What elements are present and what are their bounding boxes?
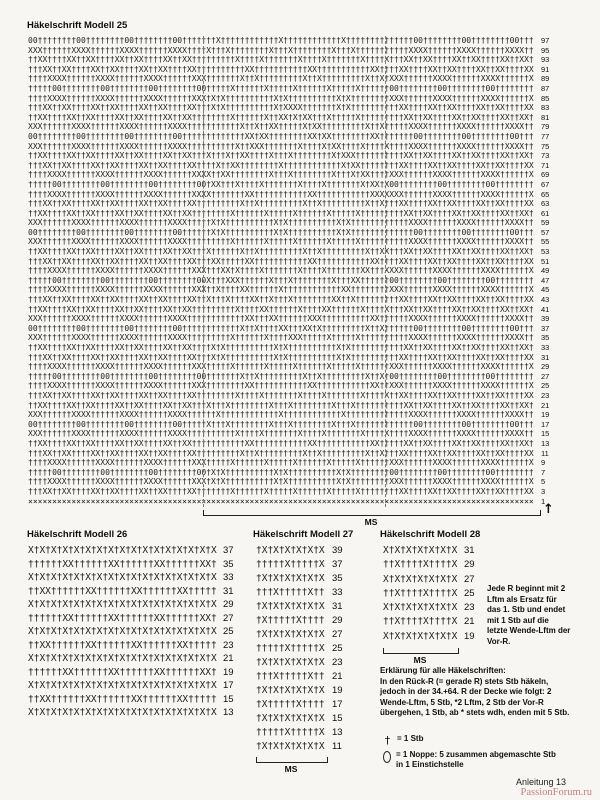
ms-label-28: MS <box>413 655 427 665</box>
chart-row: †X†X†X†X†X†X <box>256 601 325 612</box>
chart-row: 00††††††††00††††††††00††††††††00†††††X†††X††††††††X†††X††††††††X†††X††††††††††††00††††††††00††††††††00††† <box>28 419 534 429</box>
row-start-note: Jede R beginnt mit 2 Lftm als Ersatz für das 1. Stb und endet mit 1 Stb auf die letzte Wende-Lftm der Vor-R. <box>487 584 571 646</box>
ms-label-25: MS <box>364 517 378 527</box>
row-number: 25 <box>464 587 475 599</box>
row-number: 7 <box>541 467 546 477</box>
chart-row: †††XX††XX††††XX††XX††††XX††XX††††XX†††††††X††††††X†††††X††††††X†††††X††††††††XX††††XX††XX††††XX††XX††††XX <box>28 486 534 496</box>
crochet-chart-grid-26 <box>28 544 218 720</box>
row-number: 71 <box>541 160 550 170</box>
row-number: 21 <box>464 616 475 628</box>
row-number: 35 <box>332 573 343 584</box>
row-number: 43 <box>541 295 550 305</box>
ms-bracket-28 <box>383 648 459 654</box>
chart-title-modell-25: Häkelschrift Modell 25 <box>27 20 128 31</box>
chart-row: 00††††††††00††††††††00††††††††00††††††X†X††††††††††X†X††††††††††X†X†††††††††††††00††††††††00††††††††00††† <box>28 227 534 237</box>
row-number: 19 <box>541 410 550 420</box>
start-arrow-icon: ↑ <box>543 502 554 517</box>
chart-row: †X†X†X†X†X†X <box>256 741 325 752</box>
row-number: 13 <box>223 707 234 718</box>
row-number: 17 <box>223 680 234 691</box>
chart-row: 00††††††††00††††††††00††††††††00†††††††X††††††††††††X††††††††††††X††††††††††††††00††††††††00††††††††00††† <box>28 36 534 45</box>
row-number: 31 <box>541 352 550 362</box>
chart-row: †††XX††XX††††XX††XX††††XX††XX††††XX†††††††††X††X†††††††††X††X†††††††††X††X†††XX††††XX††XX††††XX††XX††††XX <box>28 448 534 458</box>
chart-row: ††XX††††XX††XX††††XX††XX††††XX††XX††††††††X††††††X†††††X††††††X†††††X†††††††††XX††XX††††XX††XX††††XX††XX† <box>28 208 534 218</box>
chart-title-modell-26: Häkelschrift Modell 26 <box>27 529 128 540</box>
row-number: 41 <box>541 304 550 314</box>
row-number: 87 <box>541 83 550 93</box>
row-number: 93 <box>541 55 550 65</box>
chart-row: X†X†X†X†X†X†X†X†X†X†X†X†X†X†X†X†X <box>28 707 217 718</box>
chart-row: †X†X†X†X†X†X <box>256 685 325 696</box>
row-number: 11 <box>541 448 549 458</box>
row-number: 29 <box>464 559 475 571</box>
chart-row: X†X†X†X†X†X†X†X†X†X†X†X†X†X†X†X†X <box>28 545 217 556</box>
chart-row: †††X†††††X†† <box>256 587 325 598</box>
row-number: 45 <box>541 285 550 295</box>
chart-row: ††XX††††XX††XX††††XX††XX††††XX††XX†††††††††X††††X†††††††X††††X†††††††X††††X†††XX††XX††††XX††XX††††XX††XX† <box>28 55 534 65</box>
chart-row: XXX††††††XXXX††††††XXXX††††††XXXX††††††††††X††XXX†††††††X††††X†XX††††X††††X††††XXXX††††††XXXX††††††XXXX†† <box>28 141 534 151</box>
chart-row: 00††††††††00††††††††00††††††††00††††††††††††X††X††††XX†††XX†X†††††††††X††X††††††00††††††††00††††††††00††† <box>28 323 534 333</box>
row-number: 15 <box>541 429 550 439</box>
chart-row: ††X††††X††††X <box>383 559 458 571</box>
chart-row: †††XX††XX††††XX††XX††††XX††XX††††XX††††X††XX††††††††X††††††††††††X†XX††††††††XX††††XX††XX††††XX††XX††††XX <box>28 160 534 170</box>
row-number: 29 <box>541 362 550 372</box>
row-number: 31 <box>332 601 343 612</box>
row-number: 21 <box>223 653 234 664</box>
row-number: 85 <box>541 93 550 103</box>
chart-row: †††††X†††††X <box>256 559 325 570</box>
chart-row: XXX††††††XXXX††††††XXXX††††††XXXX††††X†††X††††††††X†††X††††††††X†††X†††††††††††XXXX††††††XXXX††††††XXXX†† <box>28 45 534 55</box>
chart-row: †††††00††††††††00††††††††00††††††††00X†††XXX††††††X†††X††††††††X†††XX††††††00††††††††00††††††††00†††††††† <box>28 275 534 285</box>
row-number: 49 <box>541 266 550 276</box>
explanation-body: In den Rück-R (= gerade R) stets Stb häkeln, jedoch in der 34.+64. R der Decke wie folgt: 2 Wende-Lftm, 5 Stb, *2 Lftm, 2 Stb der Vor-R übergehen, 1 Stb, ab * stets wdh, enden mit 5 Stb. <box>380 677 570 717</box>
row-number: 25 <box>541 381 550 391</box>
chart-row: ††††XXXX††††††XXXX††††††XXXX††††††XXX†††XX†X††††X†††††††X††††X†††††††XX†††XXXX††††††XXXX††††††XXXX††††††X <box>28 266 534 276</box>
chart-row: †X†X†X†X†X†X <box>256 657 325 668</box>
row-number: 69 <box>541 170 550 180</box>
row-number: 27 <box>541 371 550 381</box>
row-number: 33 <box>541 343 550 352</box>
row-number: 31 <box>223 585 234 597</box>
legend-label: = 1 Noppe: 5 zusammen abgemaschte Stb in 1 Einstichstelle <box>396 750 556 769</box>
row-numbers-28 <box>464 544 484 644</box>
row-number: 47 <box>541 275 550 285</box>
row-number: 29 <box>332 615 343 626</box>
row-number: 13 <box>332 727 343 738</box>
chart-row: XXX††††††XXXX††††††XXXX††††††XXXX††††††††††††XX†††XX††††††XXX††††††††††XX††††††XXXX††††††XXXX††††††XXXX†† <box>28 314 534 324</box>
chart-row: XXX††††††XXXX††††††XXXX††††††XXXX†††††X†X††††††††††X†X††††††††††X†X††††††††††††XXXX††††††XXXX††††††XXXX†† <box>28 218 534 228</box>
row-number: 33 <box>332 587 343 598</box>
crochet-chart-modell-28 <box>380 529 484 679</box>
chart-row: ††XX††††††XX††††††XX††††††XX††††† <box>28 585 217 597</box>
row-number: 53 <box>541 247 550 257</box>
chart-row: X†X†X†X†X†X†X†X†X†X†X†X†X†X†X†X†X <box>28 599 217 610</box>
chart-row: ††XX††††XX††XX††††XX††XX††††XX††XX††††††††X††††††X††XX†X†XX†††X†††††X†††††††††XX††XX††††XX††XX††††XX††XX† <box>28 112 534 122</box>
chart-row: †††††X†††††X <box>256 643 325 654</box>
chart-row: †X†X†X†X†X†X <box>256 545 325 556</box>
watermark: PassionForum.ru <box>520 787 592 798</box>
row-number: 5 <box>541 477 546 487</box>
chart-row: ††XX††††††XX††††††XX††††††XX††††† <box>28 639 217 651</box>
ms-bracket-27 <box>256 757 328 763</box>
chart-row: ††††XXXX††††††XXXX††††††XXXX††††††XXXX††XX††††††††X†††X††††††††X†††X†XX††††XXX††††††XXXX††††††XXXX††††††X <box>28 170 534 180</box>
chart-row: ††XX††††XX††XX††††XX††XX††††XX††XX†††††††††††XX†††††††††††XX†††††††††††XX†††††XX††XX††††XX††XX††††XX††XX† <box>28 438 534 448</box>
legend-item-stb <box>383 734 565 747</box>
row-number: 27 <box>332 629 343 640</box>
row-number: 35 <box>541 333 550 343</box>
row-number: 27 <box>223 612 234 624</box>
chart-row: ††XX††††XX††XX††††XX††XX††††XX††XX†††X†††X††††††††X†††X††††††††X†††X††††††††††XX††XX††††XX††XX††††XX††XX† <box>28 400 534 410</box>
row-number: 17 <box>332 699 343 710</box>
row-number: 27 <box>464 573 475 585</box>
row-number: 23 <box>541 390 550 400</box>
stb-symbol-icon: † <box>384 734 391 747</box>
row-number: 39 <box>332 545 343 556</box>
row-number: 9 <box>541 458 546 468</box>
chart-row: †††XX††XX††††XX††XX††††XX††XX††††XX†††††††††X††X†††††††††X††X†††††††††X††X†††XX††††XX††XX††††XX††XX††††XX <box>28 199 534 209</box>
chart-row: X†X†X†X†X†X†X†X†X†X†X†X†X†X†X†X†X <box>28 626 217 637</box>
chart-row: XXX††††††XXXX††††††XXXX††††††XXXX†††††††††X††††††X†††††X††††††X†††††X††††††††††XXXX††††††XXXX††††††XXXX†† <box>28 237 534 247</box>
row-number: 19 <box>223 666 234 678</box>
chart-title-modell-27: Häkelschrift Modell 27 <box>253 529 354 540</box>
chart-row: ††††XXXX††††††XXXX††††††XXXX††††††XXX††X††††XX††††††X††††††††††††XX††††††††XXX††††††XXXX††††††XXXX††††††X <box>28 285 534 295</box>
chart-row: ††††XXXX††††††XXXX††††††XXXX††††††XXX††††††††XX†††††††††††XX†††††††††††XX††XXX††††††XXXX††††††XXXX††††††X <box>28 381 534 391</box>
row-number: 67 <box>541 179 550 189</box>
chart-row: †††††00††††††††00††††††††00††††††††00†XX†††X††††X†††††††X††††X†††††††X†XX†X00††††††††00††††††††00†††††††† <box>28 179 534 189</box>
row-number: 29 <box>223 599 234 610</box>
row-number: 77 <box>541 131 550 141</box>
chart-row: ††††††XX††††††XX††††††XX††††††XX† <box>28 612 217 624</box>
chart-row: ††††††XX††††††XX††††††XX††††††XX† <box>28 666 217 678</box>
chart-title-modell-28: Häkelschrift Modell 28 <box>380 529 481 540</box>
row-numbers-27 <box>332 544 356 754</box>
row-number: 15 <box>223 693 234 705</box>
chart-row: ††††XXXX††††††XXXX††††††XXXX††††††XXX†††††X††††††X†††††X††††††X†††††X††††††XXX††††††XXXX††††††XXXX††††††X <box>28 362 534 372</box>
chart-row: †X†††††X†††† <box>256 699 325 710</box>
chart-row: ††X††††X††††X <box>383 616 458 628</box>
row-numbers-26 <box>223 544 247 720</box>
chart-row: †††XX††XX††††XX††XX††††XX††XX††††XX†††X†X††††††††††X†XXXX†††††††X†X††††††††††XX††††XX††XX††††XX††XX††††XX <box>28 103 534 113</box>
row-number: 19 <box>464 630 475 642</box>
chart-row: ††††XXXX††††††XXXX††††††XXXX††††††XXX†X†X††††††††††X†X††††††††††X†X††††††††XXX††††††XXXX††††††XXXX††††††X <box>28 93 534 103</box>
chart-row: †††XX††XX††††XX††XX††††XX††XX††††XX††X†††X††††XX††X†††X††††††††XX††X†††††††††XX††††XX††XX††††XX††XX††††XX <box>28 295 534 305</box>
row-number: 21 <box>541 400 550 410</box>
pattern-repeat-separator <box>385 36 386 507</box>
row-number: 37 <box>541 323 550 333</box>
chart-row: †††XX††XX††††XX††XX††††XX††XX††††XX††††††††††XX†††††††††††XX†††††††††††XX††††XX††††XX††XX††††XX††XX††††XX <box>28 64 534 74</box>
row-number: 65 <box>541 189 550 199</box>
row-number: 15 <box>332 713 343 724</box>
chart-row: ††XX††††XX††XX††††XX††XX††††XX††XX††††X†X††††††††††X†X††††††††††X†X†††††††††††XX††XX††††XX††XX††††XX††XX† <box>28 343 534 352</box>
ms-label-27: MS <box>284 764 298 774</box>
chart-row: ††X††††X††††X <box>383 587 458 599</box>
chart-row: ××××××××××××××××××××××××××××××××××××××××××××××××××××××××××××××××××××××××××××××××××××××××××××××××××××××××× <box>28 496 534 506</box>
chart-row: †X†X†X†X†X†X <box>256 629 325 640</box>
chart-row: †X†††††X†††† <box>256 615 325 626</box>
row-number: 33 <box>223 572 234 583</box>
row-number: 23 <box>223 639 234 651</box>
crochet-chart-modell-27 <box>253 529 365 779</box>
chart-row: X†X†X†X†X†X†X†X†X†X†X†X†X†X†X†X†X <box>28 653 217 664</box>
crochet-chart-modell-26 <box>27 529 249 729</box>
crochet-chart-grid-27 <box>256 544 328 754</box>
chart-row: †X†X†X†X†X†X <box>256 713 325 724</box>
chart-row: †††X†††††X†† <box>256 671 325 682</box>
chart-row: ††††XXXX††††††XXXX††††††XXXX††††††XXX†X†X††††††††††X†X††††††††††X†X††††††††XXX††††††XXXX††††††XXXX††††††X <box>28 477 534 487</box>
chart-row: XXX††††††XXXX††††††XXXX††††††XXXX†††††††††X††††††X††††XXX†††††X†††††X††††††††††XXXX††††††XXXX††††††XXXX†† <box>28 333 534 343</box>
chart-row: †††††00††††††††00††††††††00††††††††00†X†X††††††††††X†X††††††††††X†X††††††††00††††††††00††††††††00†††††††† <box>28 467 534 477</box>
row-number: 23 <box>464 602 475 614</box>
row-number: 13 <box>541 438 550 448</box>
chart-row: X†X†X†X†X†X†X <box>383 630 458 642</box>
chart-row: †††††X†††††X <box>256 727 325 738</box>
chart-row: ††XX††††XX††XX††††XX††XX††††XX††XX†††X††††††X††X†††††††††X††X†††††††††X††XX†††XX††XX††††XX††XX††††XX††XX† <box>28 247 534 257</box>
row-number: 3 <box>541 486 546 496</box>
noppe-symbol-icon <box>383 751 391 763</box>
row-number: 35 <box>223 558 234 570</box>
legend-label: = 1 Stb <box>397 734 424 743</box>
row-numbers-25 <box>541 36 567 506</box>
row-number: 1 <box>541 496 546 506</box>
chart-row: ††††XXXX††††††XXXX††††††XXXX††††††XXX†††††††X††X†††††††††X††X†††††††††X††X†XXX††††††XXXX††††††XXXX††††††X <box>28 74 534 84</box>
chart-row: XXX††††††XXXX††††††XXXX††††††XXXX††††††X††††††††††††X††††††††††††X†††††††††††††XXXX††††††XXXX††††††XXXX†† <box>28 410 534 420</box>
row-number: 23 <box>332 657 343 668</box>
chart-row: X†X†X†X†X†X†X <box>383 545 458 556</box>
row-number: 81 <box>541 112 550 122</box>
chart-row: ††††XXXX††††††XXXX††††††XXXX††††††XXX†††††X††††††X†††††X††††††X†††††X††††††XXX††††††XXXX††††††XXXX††††††X <box>28 458 534 468</box>
legend <box>383 734 565 773</box>
row-number: 59 <box>541 218 550 228</box>
row-number: 73 <box>541 151 550 161</box>
chart-row: XXX††††††XXXX††††††XXXX††††††XXXX†††††††††††X††X††XX†††††X†XX†††††††††X††X†††††XXXX††††††XXXX††††††XXXX†† <box>28 122 534 132</box>
chart-row: ††XX††††XX††XX††††XX††XX††††XX††XX†††††††††X††††XX††††††X††††XX††††††X††††X†††XX††XX††††XX††XX††††XX††XX† <box>28 304 534 314</box>
chart-row: X†X†X†X†X†X†X†X†X†X†X†X†X†X†X†X†X <box>28 572 217 583</box>
chart-row: †††XX††XX††††XX††XX††††XX††XX††††XX†††X†X††††††††††X†X††††††††††X†X††††††††††XX††††XX††XX††††XX††XX††††XX <box>28 352 534 362</box>
row-number: 11 <box>332 741 342 752</box>
row-number: 37 <box>332 559 343 570</box>
row-number: 83 <box>541 103 550 113</box>
chart-row: X†X†X†X†X†X†X†X†X†X†X†X†X†X†X†X†X <box>28 680 217 691</box>
row-number: 55 <box>541 237 550 247</box>
row-number: 95 <box>541 45 550 55</box>
row-number: 63 <box>541 199 550 209</box>
row-number: 39 <box>541 314 550 324</box>
page-footer: Anleitung 13 <box>515 777 566 787</box>
row-number: 91 <box>541 64 550 74</box>
row-number: 17 <box>541 419 550 429</box>
chart-row: †††††00††††††††00††††††††00††††††††00†††††X††††††X†††††X††††††X†††††X††††††00††††††††00††††††††00†††††††† <box>28 83 534 93</box>
crochet-chart-grid-25 <box>28 36 534 507</box>
explanation-block <box>380 666 570 718</box>
chart-row: ††XX††††XX††XX††††XX††XX††††XX††XX†††X†††X††XX††††X†††X††††††††X†XXX††††††††††XX††XX††††XX††XX††††XX††XX† <box>28 151 534 161</box>
row-number: 21 <box>332 671 343 682</box>
chart-row: †††XX††XX††††XX††XX††††XX††XX††††XX††††††††X††††X†††††††X††††X†††††††X††††X††XX††††XX††XX††††XX††XX††††XX <box>28 390 534 400</box>
chart-row: ††XX††††††XX††††††XX††††††XX††††† <box>28 693 217 705</box>
ms-bracket-25 <box>203 510 541 516</box>
row-number: 25 <box>332 643 343 654</box>
row-number: 79 <box>541 122 550 132</box>
chart-row: ††††XXXX††††††XXXX††††††XXXX††††††XXXX†††††††XX†††††††††††XX†††††††††††XXXXXXX††††††XXXX††††††XXXX††††††X <box>28 189 534 199</box>
row-number: 75 <box>541 141 550 151</box>
crochet-chart-grid-28 <box>383 544 461 645</box>
row-number: 51 <box>541 256 550 266</box>
chart-row: 00††††††††00††††††††00††††††††00†††††††††††††XX†XX††††††††XX†XX††††††††XX†††††††00††††††††00††††††††00††† <box>28 131 534 141</box>
chart-row: †††††00††††††††00††††††††00††††††††00†††††††X††X†††††††††X††X†††††††††X††X†00††††††††00††††††††00†††††††† <box>28 371 534 381</box>
row-number: 61 <box>541 208 550 218</box>
chart-row: †††XX††XX††††XX††XX††††XX††XX††††XX†††XX†††††XX†††††††††††XX†††††††††††XX††††XX††††XX††XX††††XX††XX††††XX <box>28 256 534 266</box>
crochet-chart-modell-25 <box>27 20 580 532</box>
row-number: 57 <box>541 227 550 237</box>
pattern-repeat-separator <box>203 36 204 507</box>
chart-row: †X†X†X†X†X†X <box>256 573 325 584</box>
row-number: 37 <box>223 545 234 556</box>
chart-row: X†X†X†X†X†X†X <box>383 573 458 585</box>
row-number: 25 <box>223 626 234 637</box>
row-number: 89 <box>541 74 550 84</box>
chart-row: X†X†X†X†X†X†X <box>383 602 458 614</box>
row-number: 19 <box>332 685 343 696</box>
row-number: 31 <box>464 545 475 556</box>
explanation-title: Erklärung für alle Häkelschriften: <box>380 666 506 675</box>
chart-row: XXX††††††XXXX††††††XXXX††††††XXXX††††††††††X††††X†††††††X††††X†††††††X††††X††††XXXX††††††XXXX††††††XXXX†† <box>28 429 534 439</box>
row-number: 97 <box>541 36 550 45</box>
chart-row: ††††††XX††††††XX††††††XX††††††XX† <box>28 558 217 570</box>
legend-item-noppe <box>383 750 565 770</box>
